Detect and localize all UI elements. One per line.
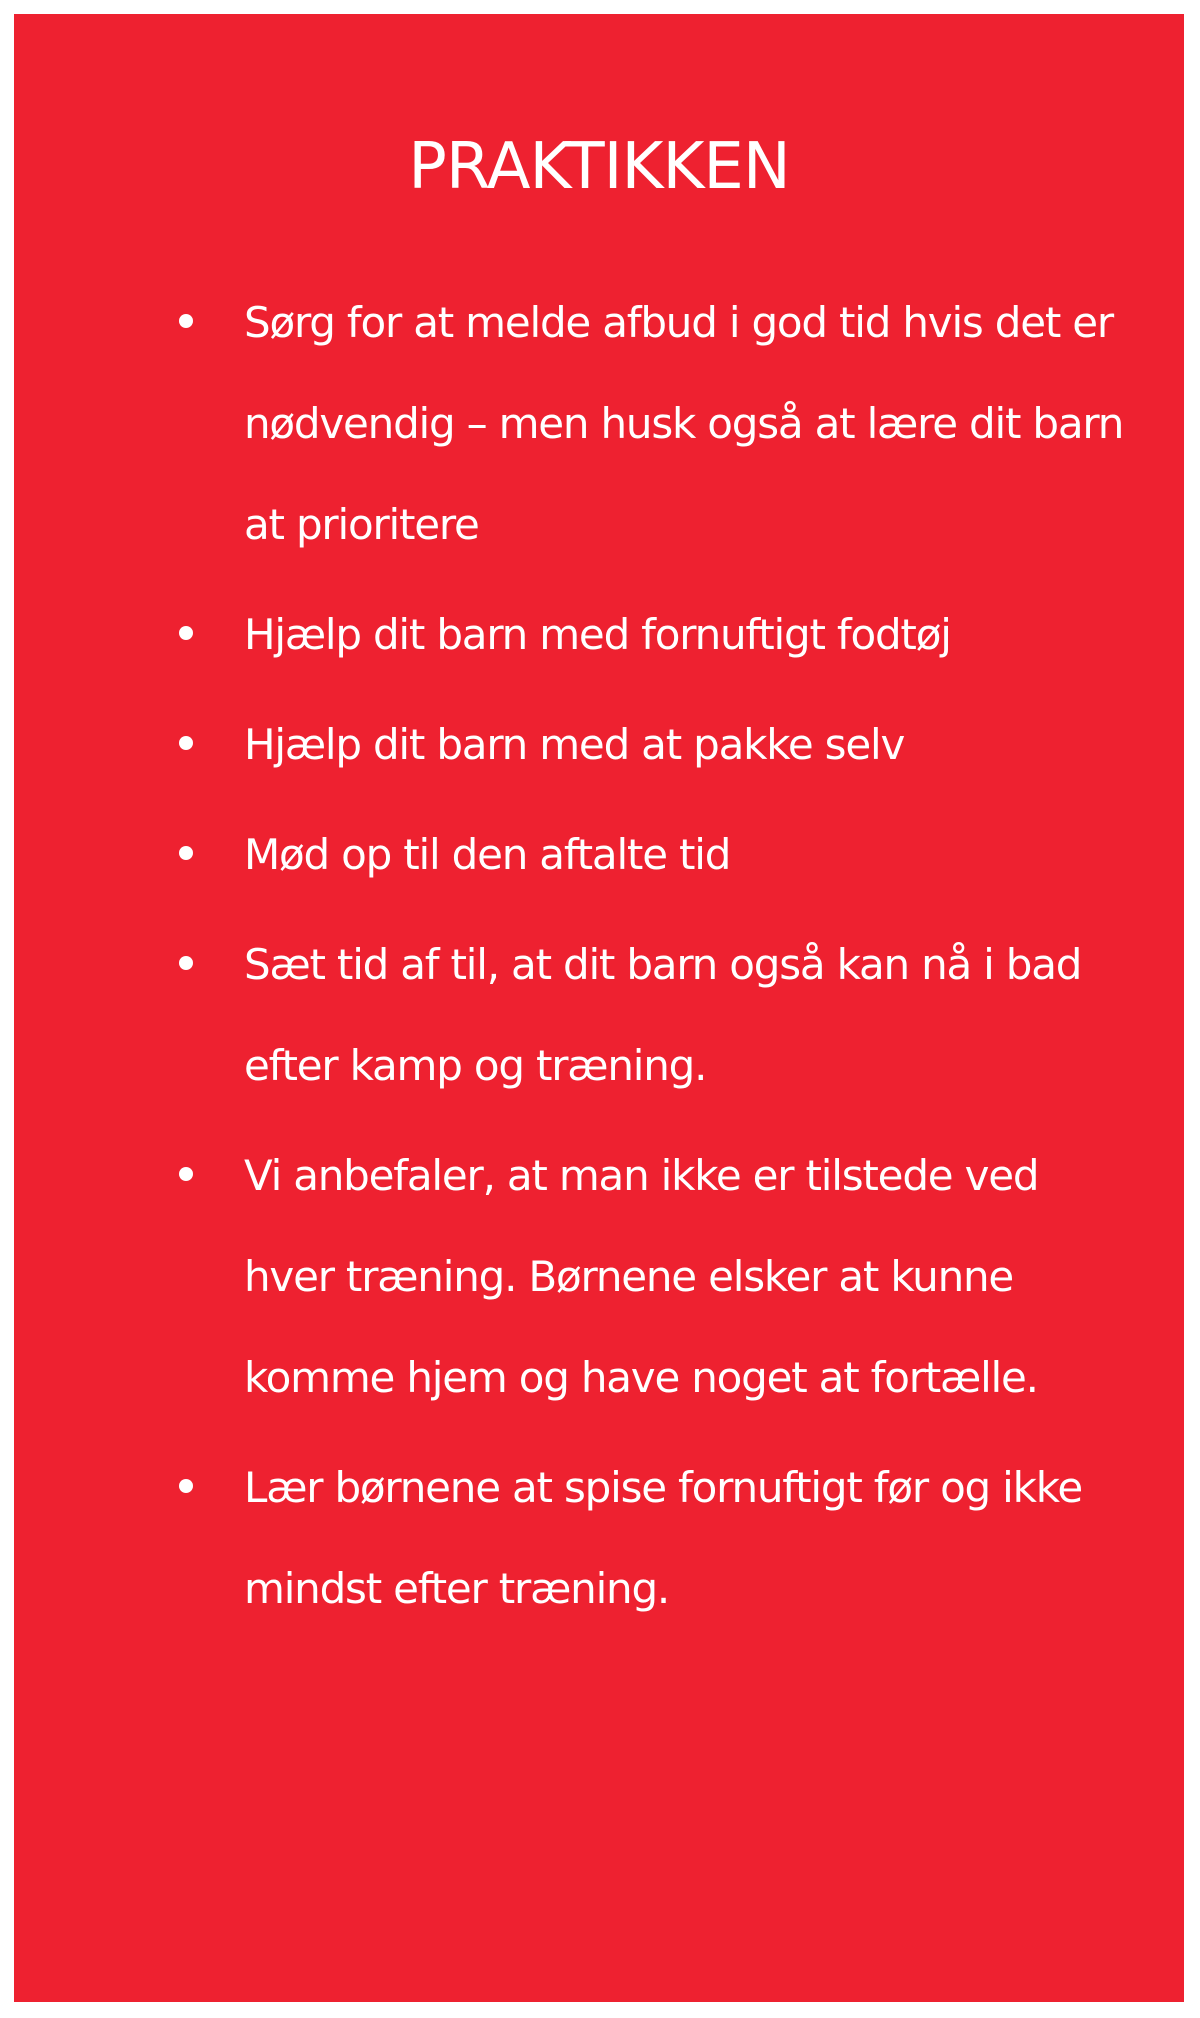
info-panel — [14, 14, 1184, 2002]
tip-text: Vi anbefaler, at man ikke er tilstede ved hver træning. Børnene elsker at kunne komme hjem og have noget at fortælle. — [244, 1151, 1039, 1402]
list-item — [14, 584, 1184, 685]
bullet-icon — [179, 956, 193, 970]
list-item — [14, 804, 1184, 905]
list-item — [14, 694, 1184, 795]
tip-text: Lær børnene at spise fornuftigt før og ikke mindst efter træning. — [244, 1463, 1083, 1613]
list-item — [14, 272, 1184, 575]
bullet-icon — [179, 626, 193, 640]
tips-list — [14, 272, 1184, 1648]
tip-text: Sørg for at melde afbud i god tid hvis det er nødvendig – men husk også at lære dit barn at prioritere — [244, 298, 1124, 549]
tip-text: Hjælp dit barn med at pakke selv — [244, 720, 905, 769]
tip-text: Sæt tid af til, at dit barn også kan nå i bad efter kamp og træning. — [244, 940, 1082, 1090]
list-item — [14, 1437, 1184, 1639]
tip-text: Hjælp dit barn med fornuftigt fodtøj — [244, 610, 951, 659]
list-item — [14, 1125, 1184, 1428]
panel-title: PRAKTIKKEN — [408, 130, 790, 204]
tip-text: Mød op til den aftalte tid — [244, 830, 731, 879]
bullet-icon — [179, 736, 193, 750]
bullet-icon — [179, 1479, 193, 1493]
list-item — [14, 914, 1184, 1116]
bullet-icon — [179, 1167, 193, 1181]
bullet-icon — [179, 846, 193, 860]
bullet-icon — [179, 314, 193, 328]
